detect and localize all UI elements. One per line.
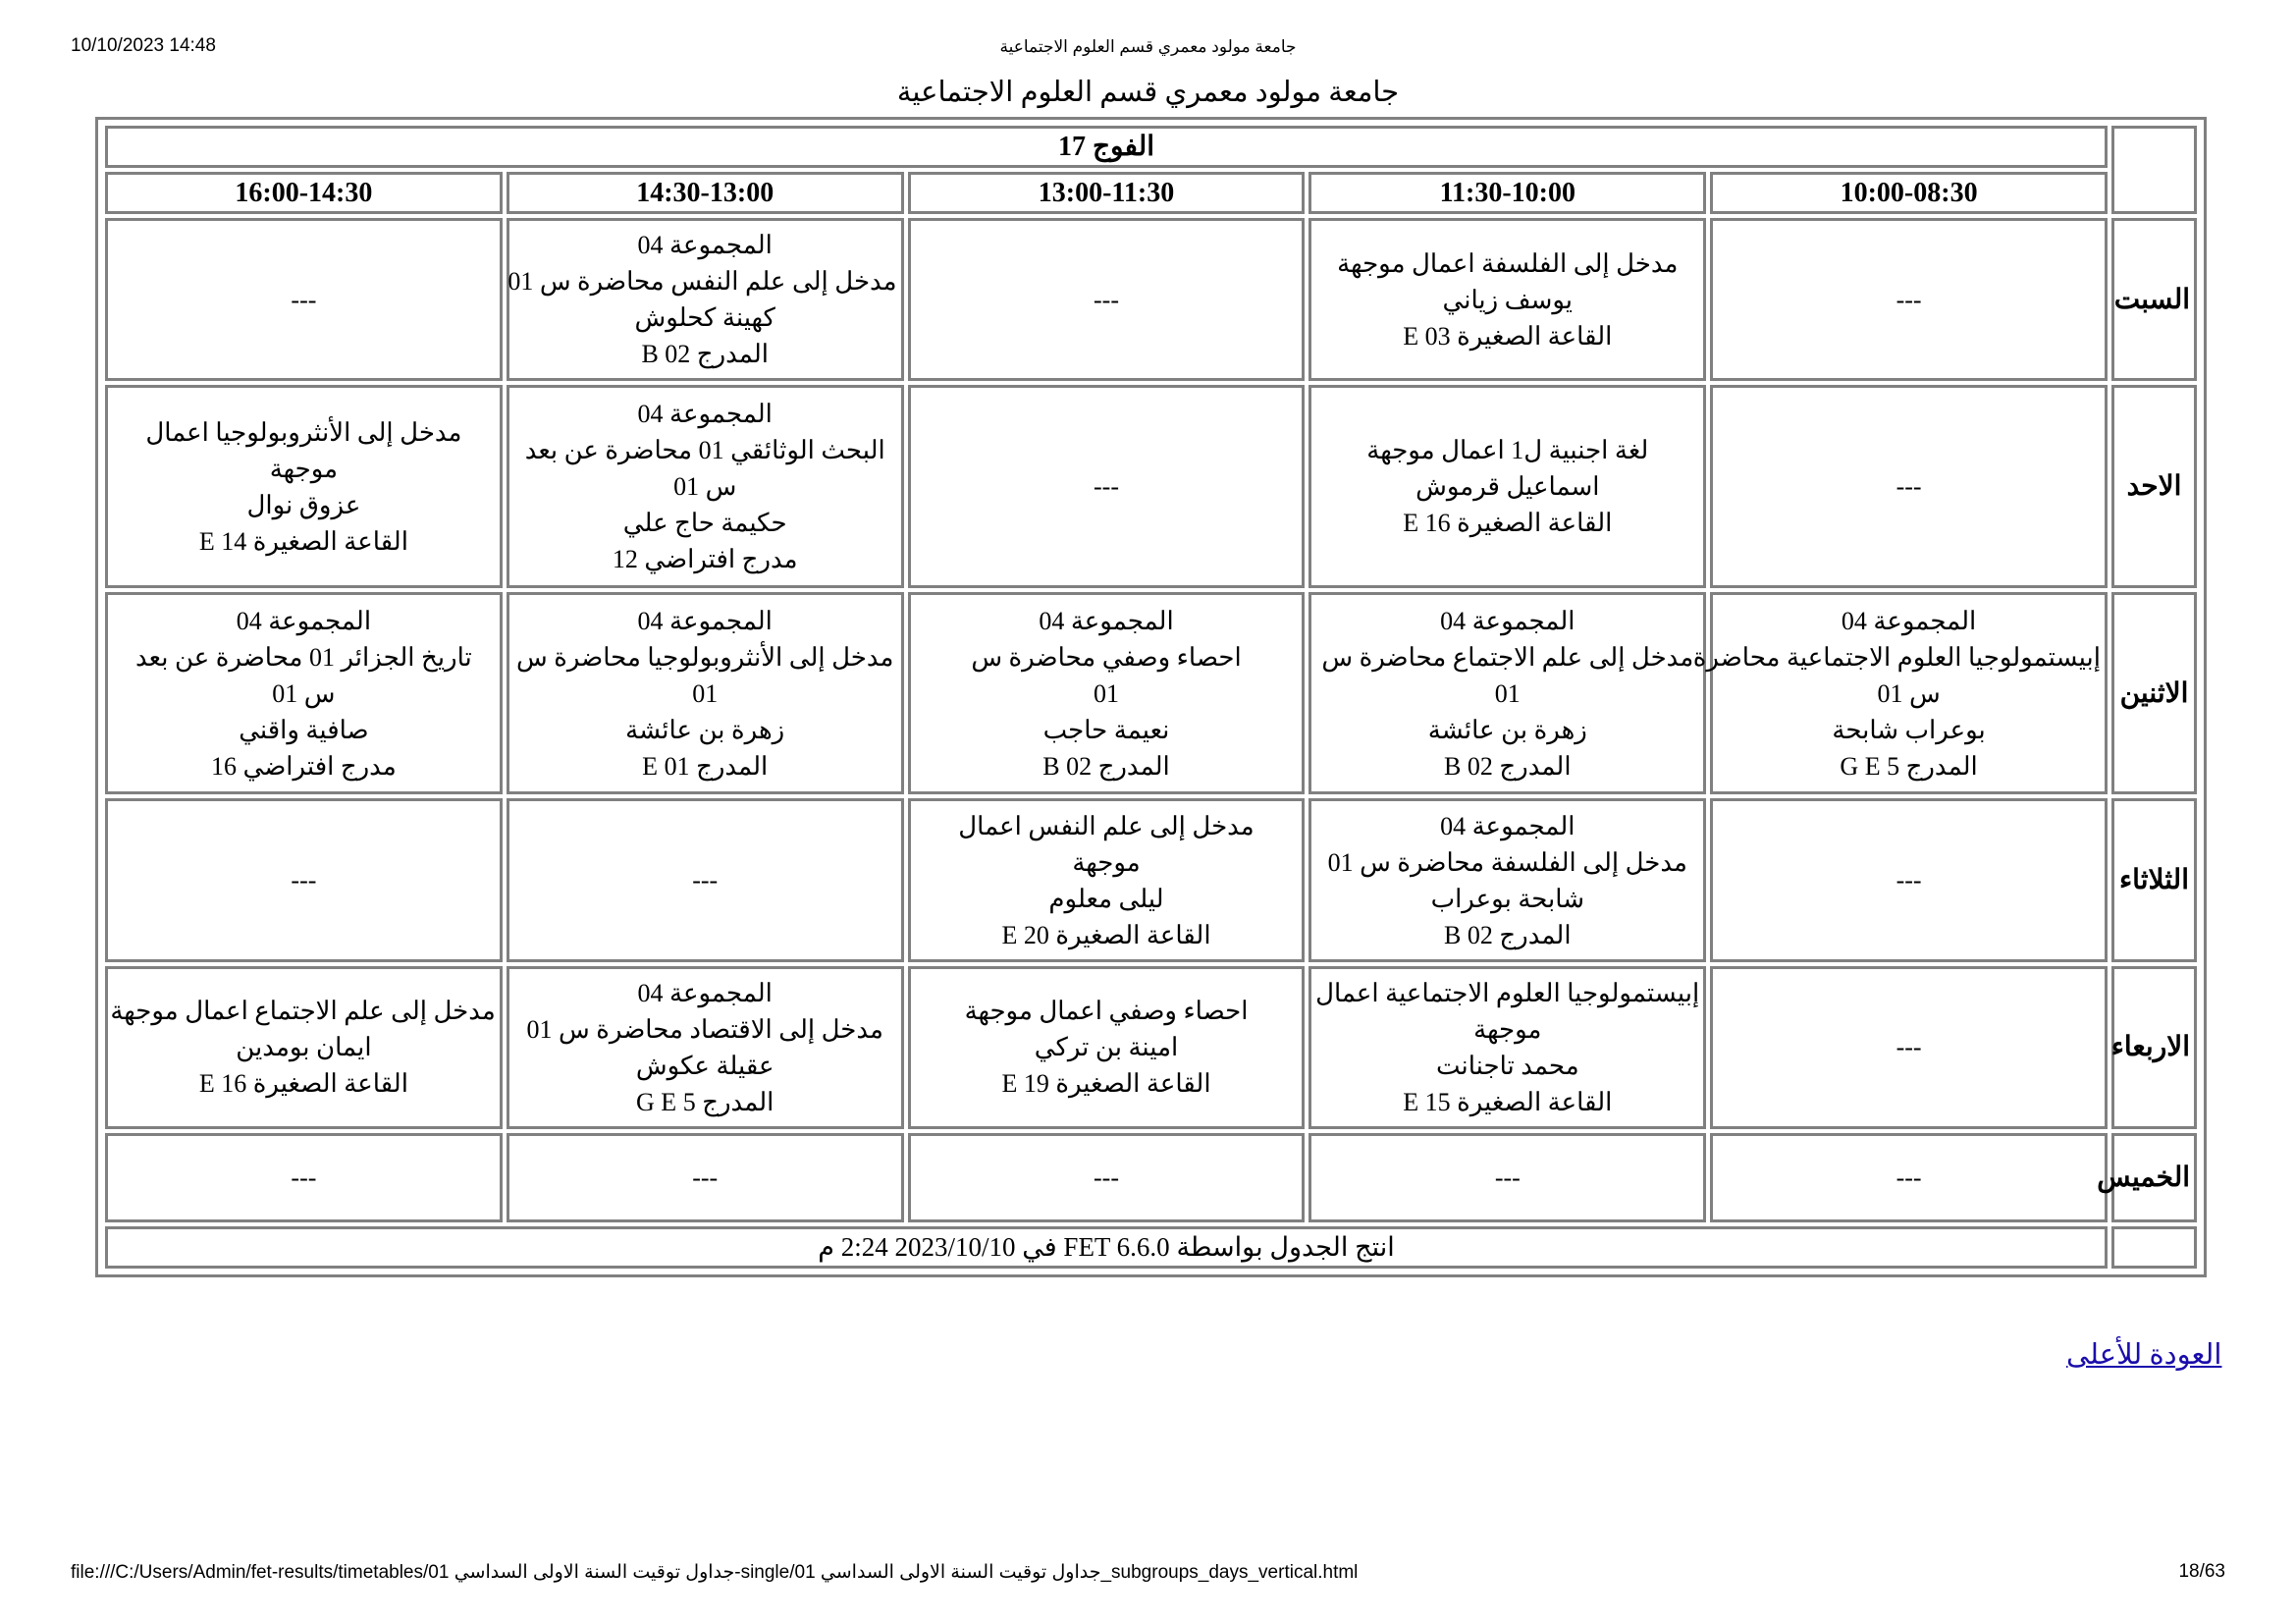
timetable-cell [105,592,503,794]
cell-line: --- [1896,1163,1922,1193]
timetable-cell [1710,218,2108,381]
day-row [105,798,2197,961]
timetable-cell [507,592,904,794]
cell-line: إبيستمولوجيا العلوم الاجتماعية محاضرة [1692,642,2101,672]
cell-line: المدرج 02 B [1444,751,1572,781]
day-row [105,218,2197,381]
cell-line: --- [1896,472,1922,502]
time-slot-header: 11:30-10:00 [1308,172,1706,214]
cell-line: المدرج 02 B [1042,751,1170,781]
footer-empty-cell [2111,1226,2197,1269]
print-footer-path: file:///C:/Users/Admin/fet-results/timetables/01 جداول توقيت السنة الاولى السداسي-single/01 جداول توقيت السنة الاولى السداسي_subgroups_days_vertical.html [71,1562,1359,1583]
timetable-cell [1710,798,2108,961]
cell-line: موجهة [1072,847,1141,877]
cell-line: بوعراب شابحة [1832,715,1986,744]
cell-line: كهينة كحلوش [634,303,775,333]
timetable-cell [507,798,904,961]
cell-line: موجهة [1473,1014,1542,1044]
table-caption: جامعة مولود معمري قسم العلوم الاجتماعية [896,77,1400,108]
cell-line: مدرج افتراضي 16 [211,751,397,781]
corner-cell [2111,126,2197,214]
cell-line: زهرة بن عائشة [1427,715,1587,744]
day-row [105,966,2197,1129]
timetable-cell [1710,385,2108,587]
cell-line: المجموعة 04 [1039,606,1174,635]
day-header: الاربعاء [2111,966,2197,1129]
group-title: الفوج 17 [105,126,2108,168]
cell-line: المجموعة 04 [637,231,773,260]
cell-line: --- [1896,285,1922,314]
cell-line: اسماعيل قرموش [1415,472,1600,502]
cell-line: المجموعة 04 [637,606,773,635]
cell-line: صافية واقني [239,715,369,744]
day-header: الخميس [2111,1133,2197,1222]
cell-line: حكيمة حاج علي [622,509,787,538]
timetable [101,122,2201,1272]
print-header-title: جامعة مولود معمري قسم العلوم الاجتماعية [999,37,1297,56]
cell-line: مدرج افتراضي 12 [612,545,798,574]
cell-line: القاعة الصغيرة 16 E [1403,509,1613,538]
timetable-cell [908,966,1306,1129]
cell-line: احصاء وصفي اعمال موجهة [964,997,1249,1026]
timetable-cell [1692,592,2108,794]
cell-line: القاعة الصغيرة 14 E [198,526,408,556]
cell-line: --- [1094,285,1119,314]
timetable-cell [908,218,1306,381]
day-header: الثلاثاء [2111,798,2197,961]
timetable-cell [507,966,904,1129]
cell-line: المجموعة 04 [637,400,773,429]
cell-line: محمد تاجنانت [1435,1051,1579,1080]
print-footer-page-number: 18/63 [2178,1561,2225,1582]
time-slot-row [105,172,2197,214]
cell-line: المجموعة 04 [637,978,773,1007]
time-slot-header: 10:00-08:30 [1710,172,2108,214]
cell-line: موجهة [269,454,339,483]
cell-line: زهرة بن عائشة [625,715,785,744]
cell-line: مدخل إلى الأنثروبولوجيا محاضرة س [515,642,894,672]
timetable-cell [1710,966,2108,1129]
cell-line: --- [291,1163,317,1193]
print-header-datetime: 10/10/2023 14:48 [71,35,216,56]
time-slot-header: 14:30-13:00 [507,172,904,214]
cell-line: المجموعة 04 [1841,606,1977,635]
cell-line: 01 [1094,678,1119,708]
cell-line: مدخل إلى الأنثروبولوجيا اعمال [145,417,462,447]
generator-note: انتج الجدول بواسطة FET 6.6.0 في 2023/10/10 2:24 م [105,1226,2108,1269]
cell-line: المدرج 5 G E [1840,751,1978,781]
cell-line: تاريخ الجزائر 01 محاضرة عن بعد [135,642,472,672]
cell-line: المدرج 5 G E [636,1087,774,1116]
cell-line: مدخل إلى علم النفس محاضرة س 01 [507,267,897,297]
cell-line: مدخل إلى علم النفس اعمال [958,811,1255,840]
cell-line: لغة اجنبية ل1 اعمال موجهة [1366,436,1649,465]
cell-line: البحث الوثائقي 01 محاضرة عن بعد [524,436,885,465]
cell-line: القاعة الصغيرة 03 E [1403,321,1613,351]
cell-line: شابحة بوعراب [1430,884,1584,913]
timetable-cell [1308,1133,1706,1222]
timetable-cell [1308,385,1706,587]
timetable-cell [1308,798,1706,961]
timetable-cell [908,1133,1306,1222]
cell-line: س 01 [1877,678,1941,708]
cell-line: القاعة الصغيرة 16 E [198,1069,408,1099]
timetable-cell [105,966,503,1129]
day-header: الاحد [2111,385,2197,587]
day-row [105,385,2197,587]
cell-line: القاعة الصغيرة 15 E [1403,1087,1613,1116]
timetable-cell [105,218,503,381]
day-header: السبت [2111,218,2197,381]
time-slot-header: 13:00-11:30 [908,172,1306,214]
cell-line: --- [1094,1163,1119,1193]
cell-line: المجموعة 04 [1440,606,1575,635]
cell-line: --- [1494,1163,1521,1193]
timetable-frame [95,117,2207,1277]
cell-line: --- [692,866,719,894]
timetable-cell [105,1133,503,1222]
cell-line: --- [1896,1033,1922,1062]
cell-line: مدخل إلى الاقتصاد محاضرة س 01 [526,1014,883,1044]
cell-line: مدخل إلى الفلسفة اعمال موجهة [1337,248,1679,278]
day-row [105,1133,2197,1222]
timetable-cell [507,385,904,587]
cell-line: --- [1896,866,1922,894]
cell-line: 01 [692,678,719,708]
cell-line: ايمان بومدين [236,1033,372,1062]
cell-line: عزوق نوال [246,490,361,519]
cell-line: 01 [1494,678,1521,708]
timetable-cell [105,798,503,961]
cell-line: المدرج 01 E [642,751,769,781]
timetable-cell [507,218,904,381]
cell-line: مدخل إلى علم الاجتماع اعمال موجهة [110,997,496,1026]
cell-line: احصاء وصفي محاضرة س [971,642,1242,672]
cell-line: المدرج 02 B [1444,920,1572,949]
timetable-cell [1308,966,1706,1129]
cell-line: نعيمة حاجب [1042,715,1170,744]
back-to-top-link[interactable]: العودة للأعلى [2066,1339,2222,1371]
timetable-cell [908,798,1306,961]
cell-line: امينة بن تركي [1034,1033,1179,1062]
cell-line: عقيلة عكوش [635,1051,774,1080]
cell-line: المجموعة 04 [236,606,372,635]
cell-line: --- [1094,472,1119,502]
cell-line: القاعة الصغيرة 20 E [1001,920,1211,949]
cell-line: س 01 [272,678,336,708]
cell-line: --- [692,1163,719,1193]
timetable-cell [1308,218,1706,381]
day-row [105,592,2197,794]
cell-line: --- [291,866,317,894]
cell-line: ليلى معلوم [1048,884,1164,913]
timetable-cell [105,385,503,587]
cell-line: س 01 [673,472,737,502]
cell-line: يوسف زياني [1442,285,1574,314]
timetable-cell [1710,1133,2108,1222]
timetable-cell [507,1133,904,1222]
timetable-cell [908,385,1306,587]
timetable-body [105,218,2197,1222]
cell-line: مدخل إلى علم الاجتماع محاضرة س [1321,642,1694,672]
cell-line: مدخل إلى الفلسفة محاضرة س 01 [1327,847,1687,877]
day-header: الاثنين [2111,592,2197,794]
cell-line: إبيستمولوجيا العلوم الاجتماعية اعمال [1315,978,1700,1007]
cell-line: المجموعة 04 [1440,811,1575,840]
timetable-cell [1308,592,1706,794]
cell-line: المدرج 02 B [641,340,769,369]
time-slot-header: 16:00-14:30 [105,172,503,214]
cell-line: القاعة الصغيرة 19 E [1001,1069,1211,1099]
timetable-cell [908,592,1306,794]
cell-line: --- [291,285,317,314]
